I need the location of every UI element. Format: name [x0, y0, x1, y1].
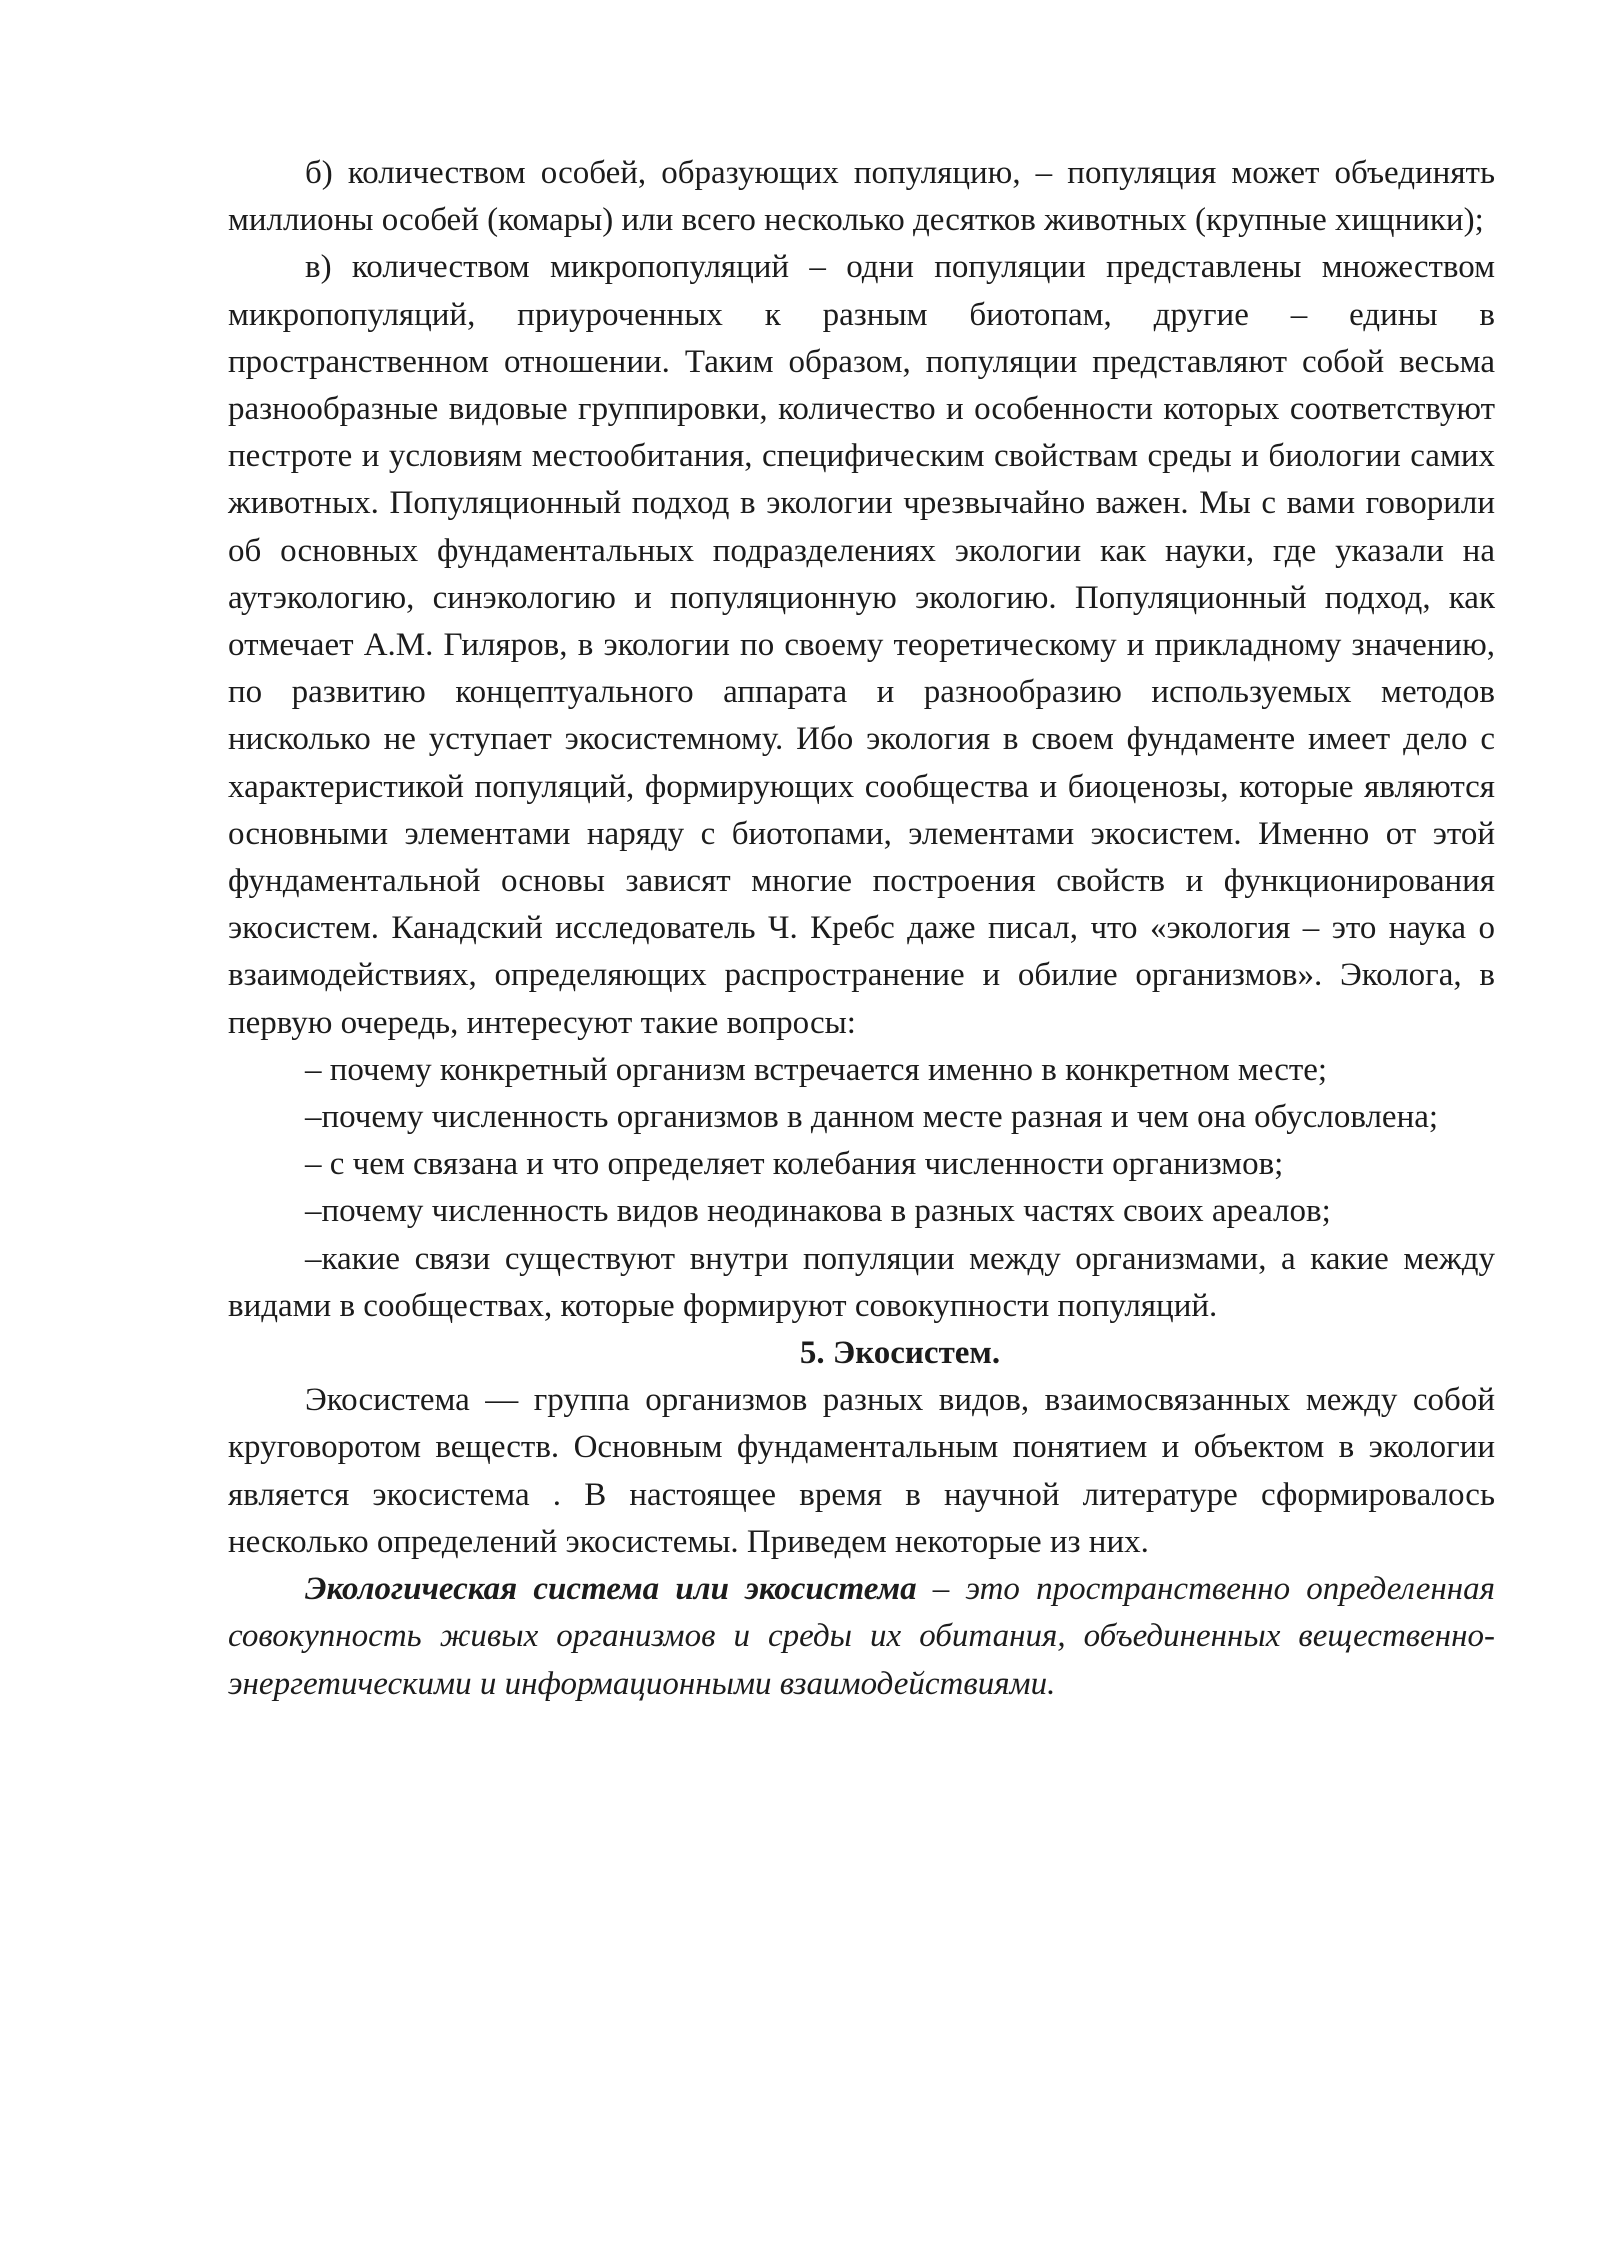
question-item: –почему численность организмов в данном месте разная и чем она обусловлена; [305, 1099, 1439, 1136]
paragraph-population-count: б) количеством особей, образующих популяцию, – популяция может объединять миллионы особей (комары) или всего несколько десятков животных (крупные хищники); [228, 155, 1495, 239]
question-item: – с чем связана и что определяет колебания численности организмов; [305, 1146, 1284, 1183]
paragraph-micropopulations: в) количеством микропопуляций – одни популяции представлены множеством микропопуляций, приуроченных к разным биотопам, другие – едины в пространственном отношении. Таким образом, популяции представляют собой весьма разнообразные видовые группировки, количество и особенности которых соответствуют пестроте и условиям местообитания, специфическим свойствам среды и биологии самих животных. Популяционный подход в экологии чрезвычайно важен. Мы с вами говорили об основных фундаментальных подразделениях экологии как науки, где указали на аутэкологию, синэкологию и популяционную экологию. Популяционный подход, как отмечает А.М. Гиляров, в экологии по своему теоретическому и прикладному значению, по развитию концептуального аппарата и разнообразию используемых методов нисколько не уступает экосистемному. Ибо экология в своем фундаменте имеет дело с характеристикой популяций, формирующих сообщества и биоценозы, которые являются основными элементами наряду с биотопами, элементами экосистем. Именно от этой фундаментальной основы зависят многие построения свойств и функционирования экосистем. Канадский исследователь Ч. Кребс даже писал, что «экология – это наука о взаимодействиях, определяющих распространение и обилие организмов». Эколога, в первую очередь, интересуют такие вопросы: [228, 249, 1495, 1041]
document-page [228, 150, 1495, 1708]
definition-body: – это пространственно определенная совокупность живых организмов и среды их обитания, объединенных вещественно-энергетическими и информационными взаимодействиями. [228, 1571, 1495, 1702]
question-item: – почему конкретный организм встречается именно в конкретном месте; [305, 1051, 1328, 1088]
paragraph-ecosystem-intro: Экосистема — группа организмов разных видов, взаимосвязанных между собой круговоротом веществ. Основным фундаментальным понятием и объектом в экологии является экосистема . В настоящее время в научной литературе сформировалось несколько определений экосистемы. Приведем некоторые из них. [228, 1382, 1495, 1560]
definition-paragraph [228, 1566, 1495, 1708]
question-item: –какие связи существуют внутри популяции между организмами, а какие между видами в сообществах, которые формируют совокупности популяций. [228, 1240, 1495, 1324]
section-heading: 5. Экосистем. [799, 1335, 1001, 1372]
question-item: –почему численность видов неодинакова в разных частях своих ареалов; [305, 1193, 1331, 1230]
definition-term: Экологическая система или экосистема [305, 1571, 917, 1608]
